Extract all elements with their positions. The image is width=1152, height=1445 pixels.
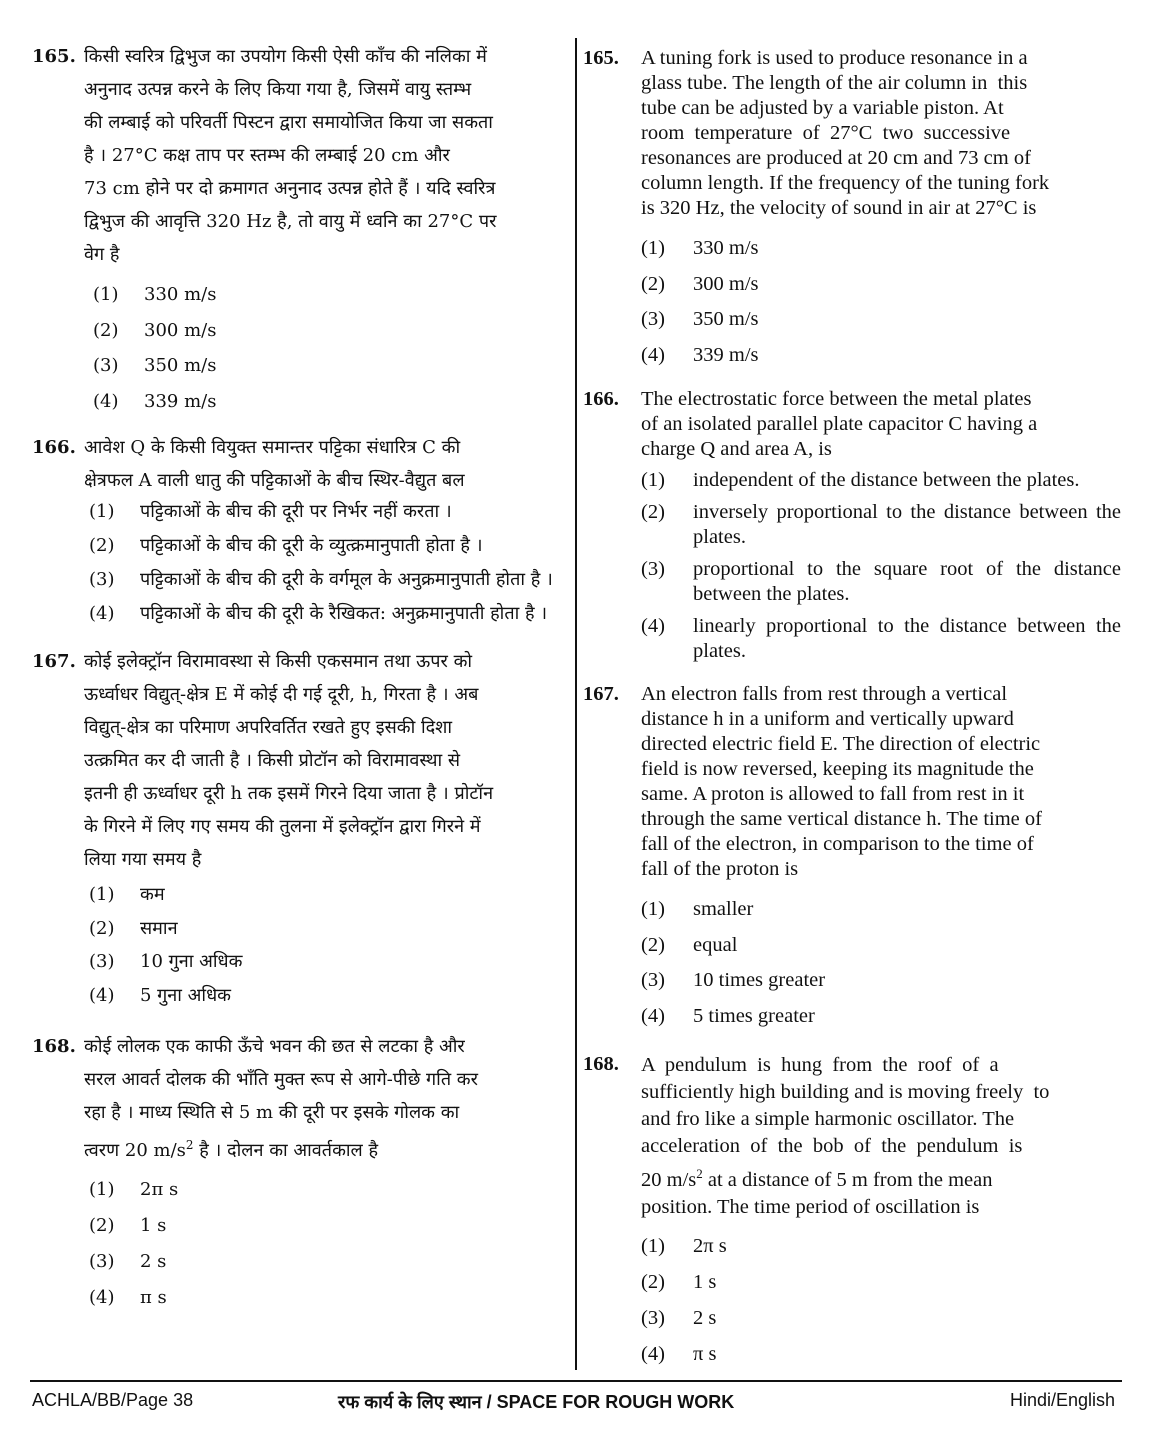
option-item: (1) 330 m/s (641, 237, 759, 259)
option-item: (1) 2π s (641, 1234, 727, 1257)
column-divider (575, 38, 577, 1370)
question-number: 168. (32, 1036, 76, 1057)
question-text: किसी स्वरित्र द्विभुज का उपयोग किसी ऐसी काँच की नलिका में अनुनाद उत्पन्न करने के लिए किया गया है, जिसमें वायु स्तम्भ की लम्बाई को परिवर्ती पिस्टन द्वारा समायोजित किया जा सकता है । 27°C कक्ष ताप पर स्तम्भ की लम्बाई 20 cm और 73 cm होने पर दो क्रमागत अनुनाद उत्पन्न होते हैं । यदि स्वरित्र द्विभुज की आवृत्ति 320 Hz है, तो वायु में ध्वनि का 27°C पर वेग है (84, 46, 497, 265)
question-number: 167. (32, 651, 76, 672)
option-item: (2) समान (89, 917, 178, 939)
question-number: 167. (583, 683, 619, 705)
option-item: (1) 330 m/s (93, 284, 217, 305)
option-item: (2) 1 s (641, 1270, 717, 1293)
option-item: (4) 5 गुना अधिक (89, 984, 231, 1006)
option-item: (1) 2π s (89, 1179, 179, 1200)
option-item: (2) पट्टिकाओं के बीच की दूरी के व्युत्क्रमानुपाती होता है । (89, 535, 483, 556)
options-list (84, 878, 572, 1012)
question-text: आवेश Q के किसी वियुक्त समान्तर पट्टिका संधारित्र C की क्षेत्रफल A वाली धातु की पट्टिकाओं के बीच स्थिर-वैद्युत बल (84, 437, 465, 491)
option-item: (2) equal (641, 933, 738, 956)
option-item: (4) 5 times greater (641, 1004, 815, 1027)
question-number: 166. (583, 388, 619, 410)
options-list (84, 497, 572, 629)
option-item: (1) कम (89, 884, 165, 905)
option-item: (1) independent of the distance between the plates. (641, 469, 1080, 491)
option-item: (1) smaller (641, 898, 754, 920)
option-item: (2) inversely proportional to the distance between the plates. (641, 501, 1121, 548)
option-item: (2) 300 m/s (93, 319, 217, 341)
option-item: (3) 10 गुना अधिक (89, 951, 243, 972)
options-list (641, 468, 1121, 664)
option-item: (3) 2 s (89, 1251, 167, 1272)
question-167-english (583, 682, 1121, 1034)
footer-rule (30, 1380, 1122, 1382)
option-item: (3) proportional to the square root of the distance between the plates. (641, 558, 1121, 605)
question-number: 165. (583, 47, 619, 69)
option-item: (4) π s (89, 1287, 167, 1308)
question-text: An electron falls from rest through a vertical distance h in a uniform and vertically upward directed electric field E. The direction of electric field is now reversed, keeping its magnitude the same. A proton is allowed to fall from rest in it through the same vertical distance h. The time of fall of the electron, in comparison to the time of fall of the proton is (641, 683, 1042, 880)
option-item: (1) पट्टिकाओं के बीच की दूरी पर निर्भर नहीं करता । (89, 501, 452, 522)
options-list (84, 1172, 572, 1316)
question-168-hindi (32, 1030, 572, 1316)
question-text: कोई लोलक एक काफी ऊँचे भवन की छत से लटका है और सरल आवर्त दोलक की भाँति मुक्त रूप से आगे-पीछे गति कर रहा है । माध्य स्थिति से 5 m की दूरी पर इसके गोलक का त्वरण 20 $m/s^2$ है । दोलन का आवर्तकाल है (84, 1036, 478, 1161)
question-number: 166. (32, 437, 76, 458)
options-list (88, 277, 572, 419)
option-item: (2) 300 m/s (641, 272, 759, 295)
language-label: Hindi/English (1010, 1390, 1116, 1410)
question-text: A pendulum is hung from the roof of a sufficiently high building and is moving freely to and fro like a simple harmonic oscillator. The acceleration of the bob of the pendulum is 20 $m/s^2$ at a distance of 5 m from the mean position. The time period of oscillation is (641, 1054, 1050, 1218)
question-number: 165. (32, 46, 76, 67)
option-item: (3) 350 m/s (641, 308, 759, 330)
hindi-column (32, 40, 572, 1316)
option-item: (3) 2 s (641, 1306, 717, 1329)
options-list (641, 1228, 1121, 1372)
option-item: (4) π s (641, 1342, 717, 1365)
option-item: (4) linearly proportional to the distance between the plates. (641, 615, 1121, 662)
question-166-hindi (32, 431, 572, 629)
question-text: कोई इलेक्ट्रॉन विरामावस्था से किसी एकसमान तथा ऊपर को ऊर्ध्वाधर विद्युत्-क्षेत्र E में कोई दी गई दूरी, h, गिरता है । अब विद्युत्-क्षेत्र का परिमाण अपरिवर्तित रखते हुए इसकी दिशा उत्क्रमित कर दी जाती है । किसी प्रोटॉन को विरामावस्था से इतनी ही ऊर्ध्वाधर दूरी h तक इसमें गिरने दिया जाता है । प्रोटॉन के गिरने में लिए गए समय की तुलना में इलेक्ट्रॉन द्वारा गिरने में लिया गया समय है (84, 651, 494, 870)
option-item: (3) 350 m/s (93, 355, 217, 376)
question-167-hindi (32, 645, 572, 1012)
option-item: (4) 339 m/s (641, 343, 759, 366)
option-item: (4) पट्टिकाओं के बीच की दूरी के रैखिकत: अनुक्रमानुपाती होता है । (89, 603, 548, 624)
question-165-english (583, 46, 1121, 373)
question-168-english (583, 1052, 1121, 1372)
option-item: (3) पट्टिकाओं के बीच की दूरी के वर्गमूल के अनुक्रमानुपाती होता है । (89, 569, 553, 590)
english-column (583, 40, 1121, 1372)
option-item: (3) 10 times greater (641, 969, 826, 991)
question-text: The electrostatic force between the metal plates of an isolated parallel plate capacitor C having a charge Q and area A, is (641, 388, 1038, 460)
options-list (641, 892, 1121, 1034)
options-list (641, 231, 1121, 373)
rough-work-label: रफ कार्य के लिए स्थान / SPACE FOR ROUGH WORK (338, 1392, 735, 1412)
page-code: ACHLA/BB/Page 38 (32, 1390, 194, 1410)
question-166-english (583, 387, 1121, 664)
question-165-hindi (32, 40, 572, 419)
option-item: (4) 339 m/s (93, 390, 217, 412)
question-number: 168. (583, 1053, 619, 1075)
option-item: (2) 1 s (89, 1215, 167, 1236)
question-text: A tuning fork is used to produce resonance in a glass tube. The length of the air column in this tube can be adjusted by a variable piston. At room temperature of 27°C two successive resonances are produced at 20 cm and 73 cm of column length. If the frequency of the tuning fork is 320 Hz, the velocity of sound in air at 27°C is (641, 47, 1050, 219)
